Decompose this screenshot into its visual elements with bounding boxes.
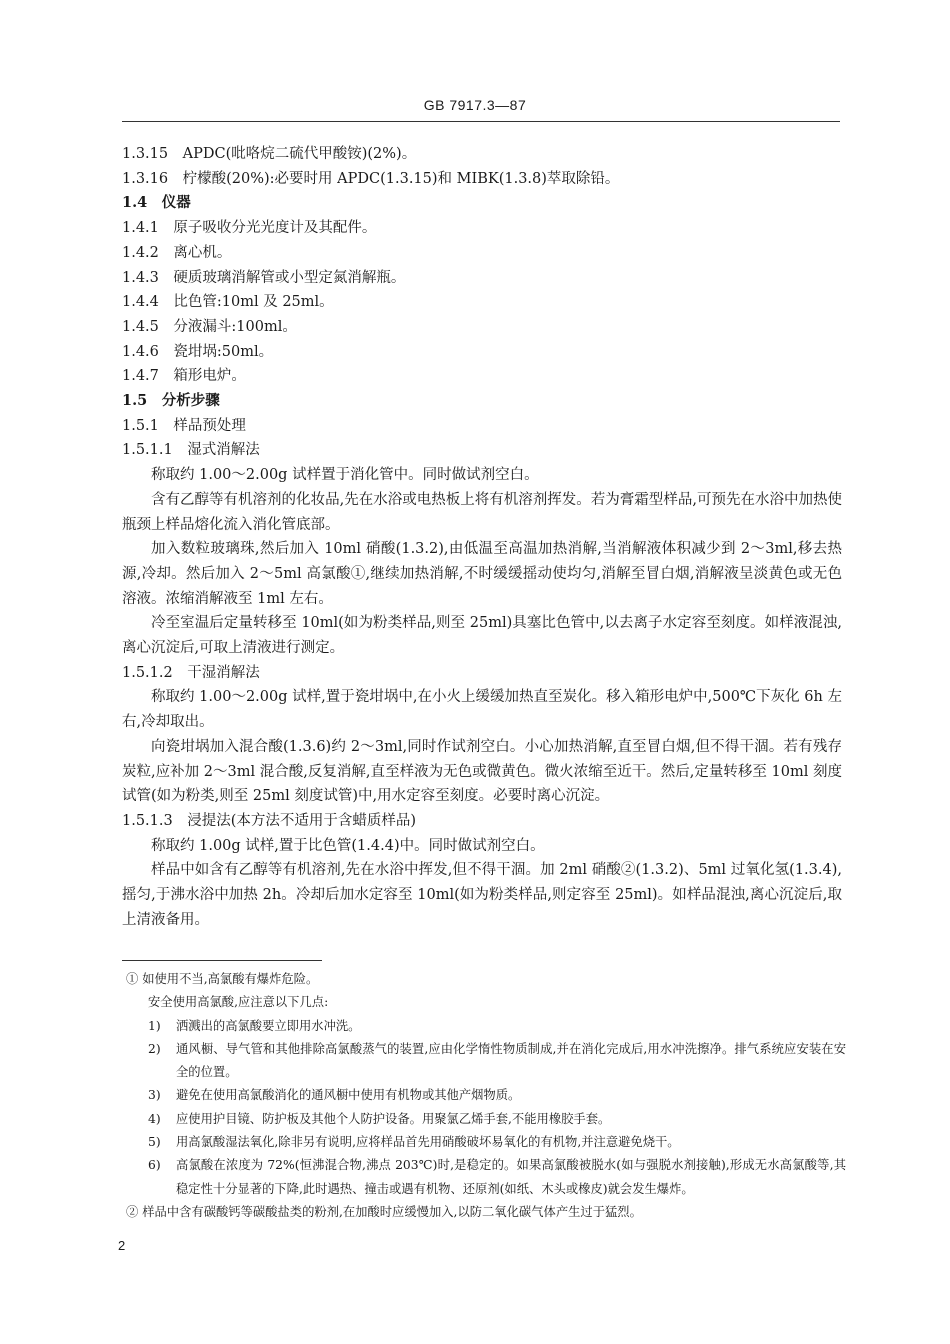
footnote-list-item <box>126 1015 846 1038</box>
footnote-list-item <box>126 1038 846 1085</box>
item-1-4-4: 1.4.4 比色管:10ml 及 25ml。 <box>122 294 334 311</box>
page-header: GB 7917.3—87 <box>423 97 527 113</box>
header-rule <box>122 121 840 122</box>
page-number: 2 <box>118 1238 126 1253</box>
footnote-item-number: 4) <box>148 1111 161 1126</box>
subsection-1-5-1-3: 1.5.1.3 浸提法(本方法不适用于含蜡质样品) <box>122 812 417 829</box>
footnote-rule <box>122 960 322 961</box>
footnote-list-item <box>126 1108 846 1131</box>
item-1-4-7: 1.4.7 箱形电炉。 <box>122 368 246 385</box>
item-1-4-2: 1.4.2 离心机。 <box>122 244 232 261</box>
footnote-list-item <box>126 1131 846 1154</box>
paragraph: 样品中如含有乙醇等有机溶剂,先在水浴中挥发,但不得干涸。加 2ml 硝酸②(1.3.2)、5ml 过氧化氢(1.3.4),摇匀,于沸水浴中加热 2h。冷却后加水定容至 10ml(如为粉类样品,则定容至 25ml)。如样品混浊,离心沉淀后,取上清液备用。 <box>122 862 842 928</box>
section-heading-1-5: 1.5 分析步骤 <box>122 392 220 410</box>
subsection-1-5-1-1: 1.5.1.1 湿式消解法 <box>122 442 260 459</box>
section-heading-1-4: 1.4 仪器 <box>122 194 191 212</box>
item-1-4-3: 1.4.3 硬质玻璃消解管或小型定氮消解瓶。 <box>122 269 406 286</box>
item-1-4-6: 1.4.6 瓷坩埚:50ml。 <box>122 343 274 360</box>
footnote-item-number: 5) <box>148 1135 161 1150</box>
footnote-list-item <box>126 1154 846 1201</box>
footnote-item-number: 3) <box>148 1088 161 1103</box>
footnote-1-intro: 安全使用高氯酸,应注意以下几点: <box>148 995 329 1010</box>
footnote-1: ① 如使用不当,高氯酸有爆炸危险。 <box>126 972 319 986</box>
footnote-list-item <box>126 1084 846 1107</box>
item-1-3-16: 1.3.16 柠檬酸(20%):必要时用 APDC(1.3.15)和 MIBK(1.3.8)萃取除铅。 <box>122 170 620 187</box>
footnote-item-text: 应使用护目镜、防护板及其他个人防护设备。用聚氯乙烯手套,不能用橡胶手套。 <box>176 1111 611 1126</box>
subsection-1-5-1: 1.5.1 样品预处理 <box>122 417 246 434</box>
paragraph: 向瓷坩埚加入混合酸(1.3.6)约 2～3ml,同时作试剂空白。小心加热消解,直至冒白烟,但不得干涸。若有残存炭粒,应补加 2～3ml 混合酸,反复消解,直至样液为无色或微黄色。微火浓缩至近干。然后,定量转移至 10ml 刻度试管(如为粉类,则至 25ml 刻度试管)中,用水定容至刻度。必要时离心沉淀。 <box>122 738 842 805</box>
footnote-item-number: 2) <box>148 1041 161 1056</box>
paragraph: 冷至室温后定量转移至 10ml(如为粉类样品,则至 25ml)具塞比色管中,以去离子水定容至刻度。如样液混浊,离心沉淀后,可取上清液进行测定。 <box>122 615 842 657</box>
footnote-item-number: 1) <box>148 1018 161 1033</box>
subsection-1-5-1-2: 1.5.1.2 干湿消解法 <box>122 664 260 681</box>
item-1-3-15: 1.3.15 APDC(吡咯烷二硫代甲酸铵)(2%)。 <box>122 146 417 162</box>
footnote-item-text: 避免在使用高氯酸消化的通风橱中使用有机物或其他产烟物质。 <box>176 1088 521 1103</box>
paragraph: 含有乙醇等有机溶剂的化妆品,先在水浴或电热板上将有机溶剂挥发。若为膏霜型样品,可预先在水浴中加热使瓶颈上样品熔化流入消化管底部。 <box>122 491 842 533</box>
paragraph: 加入数粒玻璃珠,然后加入 10ml 硝酸(1.3.2),由低温至高温加热消解,当消解液体积减少到 2～3ml,移去热源,冷却。然后加入 2～5ml 高氯酸①,继续加热消解,不时缓缓摇动使均匀,消解至冒白烟,消解液呈淡黄色或无色溶液。浓缩消解液至 1ml 左右。 <box>122 541 842 607</box>
paragraph: 称取约 1.00～2.00g 试样置于消化管中。同时做试剂空白。 <box>151 467 539 484</box>
footnotes <box>126 968 846 1224</box>
footnote-2: ② 样品中含有碳酸钙等碳酸盐类的粉剂,在加酸时应缓慢加入,以防二氧化碳气体产生过于猛烈。 <box>126 1204 642 1219</box>
main-content <box>122 142 842 933</box>
footnote-item-text: 通风橱、导气管和其他排除高氯酸蒸气的装置,应由化学惰性物质制成,并在消化完成后,用水冲洗擦净。排气系统应安装在安全的位置。 <box>176 1041 846 1080</box>
item-1-4-5: 1.4.5 分液漏斗:100ml。 <box>122 318 297 335</box>
item-1-4-1: 1.4.1 原子吸收分光光度计及其配件。 <box>122 220 377 237</box>
footnote-item-text: 洒溅出的高氯酸要立即用水冲洗。 <box>176 1018 361 1033</box>
footnote-item-number: 6) <box>148 1158 161 1173</box>
footnote-item-text: 高氯酸在浓度为 72%(恒沸混合物,沸点 203℃)时,是稳定的。如果高氯酸被脱水(如与强脱水剂接触),形成无水高氯酸等,其稳定性十分显著的下降,此时遇热、撞击或遇有机物、还原剂(如纸、木头或橡皮)就会发生爆炸。 <box>176 1158 846 1196</box>
paragraph: 称取约 1.00～2.00g 试样,置于瓷坩埚中,在小火上缓缓加热直至炭化。移入箱形电炉中,500℃下灰化 6h 左右,冷却取出。 <box>122 689 842 731</box>
footnote-item-text: 用高氯酸湿法氧化,除非另有说明,应将样品首先用硝酸破坏易氧化的有机物,并注意避免烧干。 <box>176 1135 680 1150</box>
paragraph: 称取约 1.00g 试样,置于比色管(1.4.4)中。同时做试剂空白。 <box>151 837 545 854</box>
